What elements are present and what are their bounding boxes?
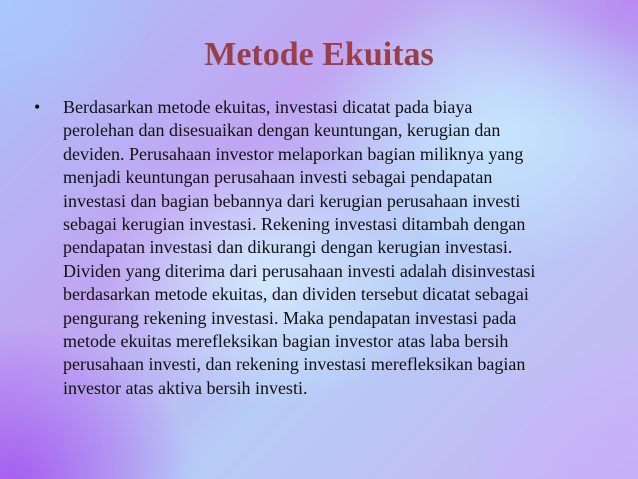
bullet-marker: •: [34, 97, 41, 117]
paragraph-line: perusahaan investi, dan rekening investasi merefleksikan bagian: [63, 354, 526, 375]
paragraph-line: investasi dan bagian bebannya dari kerugian perusahaan investi: [63, 190, 521, 211]
paragraph-line: investor atas aktiva bersih investi.: [63, 377, 308, 398]
paragraph-line: sebagai kerugian investasi. Rekening investasi ditambah dengan: [63, 214, 526, 235]
paragraph-line: metode ekuitas merefleksikan bagian investor atas laba bersih: [63, 331, 509, 352]
bullet-paragraph: [63, 96, 633, 400]
paragraph-line: Berdasarkan metode ekuitas, investasi dicatat pada biaya: [63, 97, 473, 117]
paragraph-line: pengurang rekening investasi. Maka pendapatan investasi pada: [63, 307, 517, 328]
paragraph-line: perolehan dan disesuaikan dengan keuntungan, kerugian dan: [63, 120, 501, 141]
paragraph-line: Dividen yang diterima dari perusahaan investi adalah disinvestasi: [63, 260, 536, 281]
paragraph-line: pendapatan investasi dan dikurangi dengan kerugian investasi.: [63, 237, 513, 258]
paragraph-line: deviden. Perusahaan investor melaporkan bagian miliknya yang: [63, 143, 524, 164]
slide-title: Metode Ekuitas: [204, 36, 434, 73]
paragraph-line: berdasarkan metode ekuitas, dan dividen tersebut dicatat sebagai: [63, 284, 529, 305]
paragraph-line: menjadi keuntungan perusahaan investi sebagai pendapatan: [63, 167, 493, 188]
